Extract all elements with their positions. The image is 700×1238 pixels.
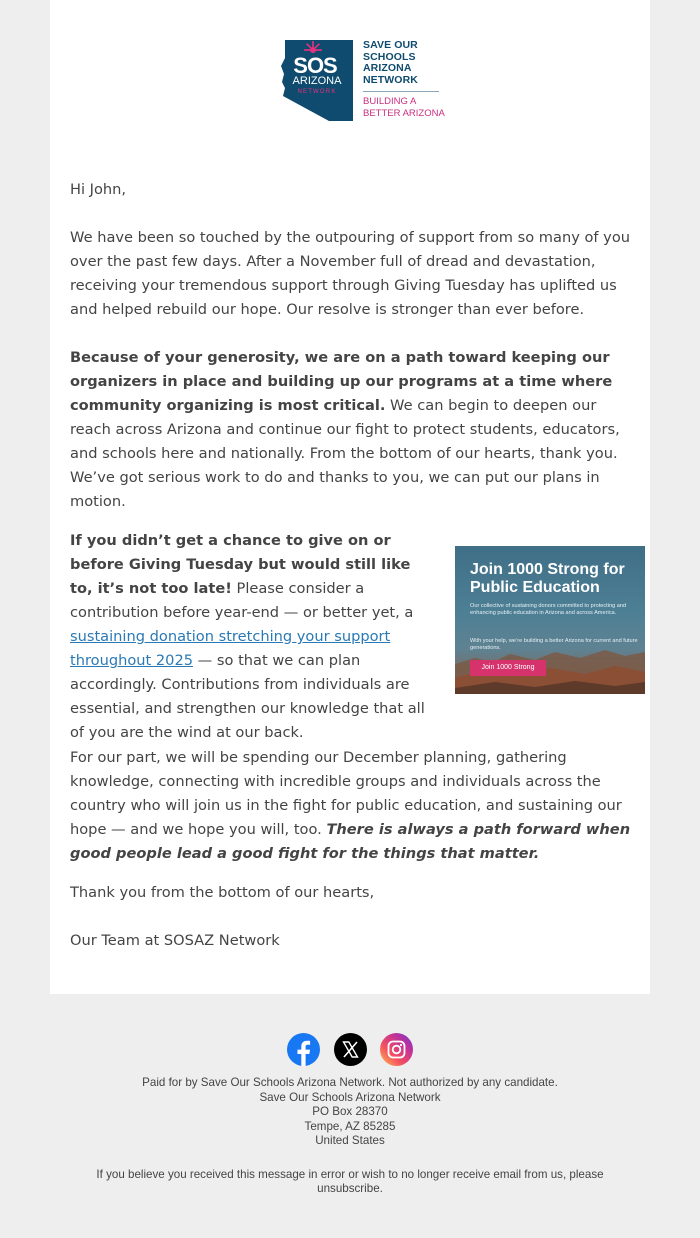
generosity-text: We can begin to deepen our reach across Arizona and continue our fight to protect students, educators, and schools here and nationally. From the bottom of our hearts, thank you. We’ve got serious work to do and thanks to you, we can put our plans in motion. [70, 397, 620, 510]
join-1000-strong-button[interactable]: Join 1000 Strong [470, 660, 546, 676]
social-links [287, 1033, 417, 1067]
paragraph-support: We have been so touched by the outpouring of support from so many of you over the past few days. After a November full of dread and devastation, receiving your tremendous support through Giving Tuesday has uplifted us and helped rebuild our hope. Our resolve is stronger than ever before. [70, 229, 630, 318]
promo-headline: Join 1000 Strong for Public Education [470, 561, 625, 596]
sustaining-donation-link[interactable]: sustaining donation stretching your support throughout 2025 [70, 628, 391, 669]
logo-wordmark [363, 40, 445, 119]
closing-thanks: Thank you from the bottom of our hearts, [70, 884, 375, 901]
signature: Our Team at SOSAZ Network [70, 932, 280, 949]
sos-arizona-logo[interactable] [279, 36, 444, 124]
paragraph-donation [70, 529, 430, 745]
december-text: For our part, we will be spending our December planning, gathering knowledge, connecting with incredible groups and individuals across the country who will join us in the fight for public education, and sustaining our hope — and we hope you will, too. [70, 749, 622, 838]
logo-tagline: BUILDING A BETTER ARIZONA [363, 96, 445, 119]
join-1000-strong-banner[interactable] [455, 546, 645, 694]
instagram-link[interactable] [380, 1033, 413, 1066]
paragraph-december [70, 746, 632, 866]
footer-org-name: Save Our Schools Arizona Network [259, 1090, 441, 1104]
donation-emphasis: If you didn’t get a chance to give on or before Giving Tuesday but would still like to, it’s not too late! [70, 532, 411, 597]
footer-country: United States [315, 1134, 385, 1147]
unsubscribe-notice-text: If you believe you received this message in error or wish to no longer receive email from us, please [96, 1167, 604, 1181]
logo-divider [363, 91, 439, 92]
footer-city: Tempe, AZ 85285 [304, 1119, 396, 1133]
logo-mark-network: NETWORK [297, 89, 337, 95]
donation-text-1: Please consider a contribution before year-end — or better yet, a [70, 580, 414, 621]
email-footer [70, 1076, 630, 1197]
paid-for-disclaimer: Paid for by Save Our Schools Arizona Network. Not authorized by any candidate. [142, 1076, 558, 1089]
arizona-map-logo-icon [279, 36, 355, 122]
logo-mark-sos: SOS [293, 53, 337, 78]
promo-description: Our collective of sustaining donors committed to protecting and enhancing public education in Arizona and across America. [470, 603, 627, 616]
x-icon [334, 1033, 367, 1066]
x-link[interactable] [334, 1033, 367, 1066]
logo-mark-state: ARIZONA [292, 75, 342, 87]
donation-section [70, 529, 638, 741]
facebook-icon [287, 1033, 320, 1066]
footer-po-box: PO Box 28370 [312, 1105, 388, 1118]
instagram-icon [380, 1033, 413, 1066]
generosity-emphasis: Because of your generosity, we are on a path toward keeping our organizers in place and building up our programs at a time where community organizing is most critical. [70, 349, 613, 414]
greeting: Hi John, [70, 181, 127, 198]
unsubscribe-link[interactable]: unsubscribe. [317, 1182, 383, 1195]
donation-text-2: — so that we can plan accordingly. Contributions from individuals are essential, and strengthen our knowledge that all of you are the wind at our back. [70, 652, 425, 741]
path-forward-emphasis: There is always a path forward when good people lead a good fight for the things that matter. [70, 821, 631, 862]
promo-help-text: With your help, we’re building a better Arizona for current and future generations. [470, 638, 638, 651]
email-card [50, 0, 650, 994]
logo-org-name: SAVE OUR SCHOOLS ARIZONA NETWORK [363, 39, 418, 86]
unsubscribe-notice [70, 1168, 630, 1197]
paragraph-generosity [70, 346, 632, 514]
facebook-link[interactable] [287, 1033, 320, 1066]
email-body [70, 178, 638, 953]
